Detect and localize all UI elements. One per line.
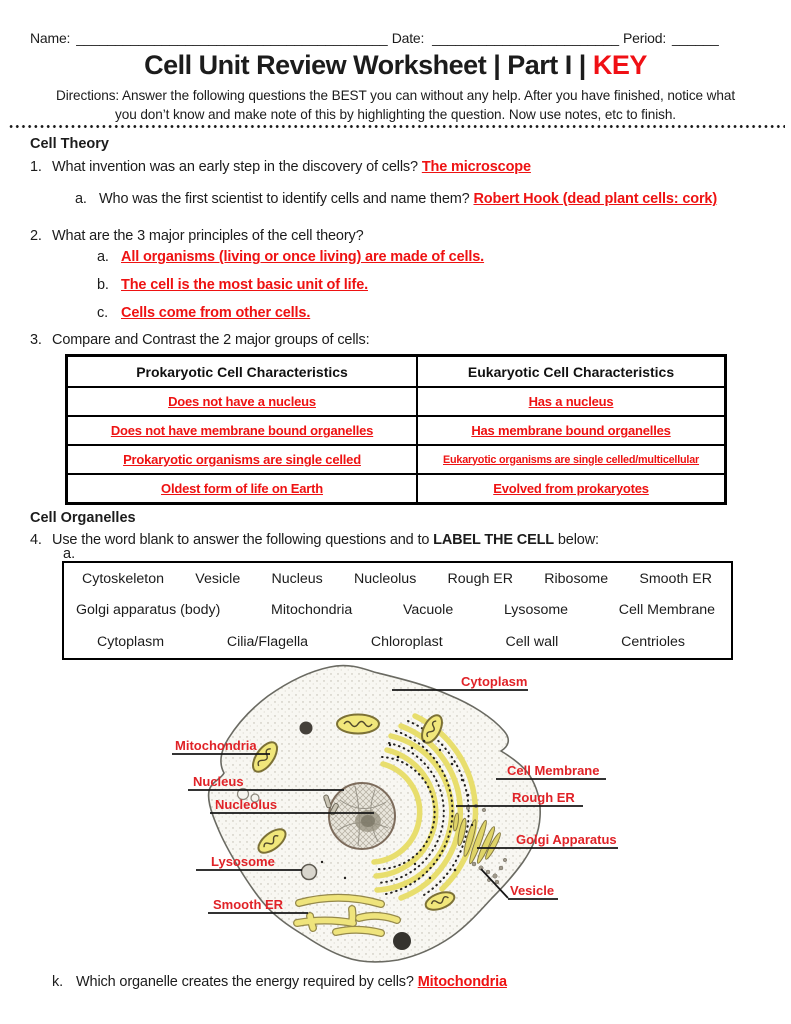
question-1a-text: Who was the first scientist to identify cells and name them? [99,191,474,207]
diagram-label-cytoplasm: Cytoplasm [461,674,528,689]
directions-line1: Directions: Answer the following questions the BEST you can without any help. After you have finished, notice what [55,88,735,103]
answer-b-letter: b. [97,277,109,293]
word-bank-term: Vacuole [403,602,454,619]
question-4-text-bold: LABEL THE CELL [433,532,555,548]
question-3 [30,332,369,348]
word-bank-box [62,561,733,660]
question-1a [75,191,717,207]
directions-line2: you don’t know and make note of this by highlighting the question. Now use notes, etc to finish. [115,107,676,122]
diagram-label-mitochondria: Mitochondria [175,738,257,753]
question-2 [30,228,364,244]
diagram-label-nucleolus: Nucleolus [215,797,278,812]
question-4a-letter: a. [63,546,76,562]
question-k [52,974,507,990]
page-title [0,50,791,81]
question-k-letter: k. [52,974,63,990]
question-4-text-post: below: [554,532,599,548]
question-2-text: What are the 3 major principles of the cell theory? [52,228,364,244]
answer-c-letter: c. [97,305,108,321]
question-3-number: 3. [30,332,42,348]
page-title-key: KEY [592,50,647,80]
page-title-main: Cell Unit Review Worksheet | Part I | [144,50,586,80]
word-bank-term: Chloroplast [370,634,443,651]
question-3-text: Compare and Contrast the 2 major groups of cells: [52,332,370,348]
header-fill-in-row [30,30,763,46]
diagram-label-lysosome: Lysosome [211,854,275,869]
table-cell: Has membrane bound organelles [417,416,725,445]
word-bank-term: Cytoplasm [97,634,165,651]
section-heading-cell-organelles: Cell Organelles [30,510,136,526]
question-1a-letter: a. [75,191,87,207]
answer-b-text: The cell is the most basic unit of life. [121,277,368,293]
diagram-label-vesicle: Vesicle [510,883,555,898]
table-cell: Does not have a nucleus [67,387,417,416]
labeled-cell-diagram [160,658,640,970]
dark-granule [393,932,411,950]
answer-a-letter: a. [97,249,109,265]
nucleus-structure [329,783,395,849]
section-heading-cell-theory: Cell Theory [30,136,109,152]
question-1-answer: The microscope [421,159,531,175]
dark-granule [300,722,313,735]
word-bank-term: Centrioles [621,634,685,651]
question-1-number: 1. [30,159,42,175]
dotted-separator [8,123,785,130]
cell-comparison-table [65,354,727,505]
lysosome-structure [302,865,317,880]
question-2-answer-a [97,249,484,265]
word-bank-row-3 [64,634,731,650]
table-cell: Oldest form of life on Earth [67,474,417,503]
word-bank-row-1 [64,571,731,587]
word-bank-term: Cilia/Flagella [226,634,309,651]
word-bank-term: Rough ER [447,570,514,587]
question-k-answer: Mitochondria [417,974,507,990]
question-1a-answer: Robert Hook (dead plant cells: cork) [473,191,718,207]
name-blank-line: ________________________________________ [76,30,388,46]
diagram-label-cell-membrane: Cell Membrane [507,763,600,778]
question-1 [30,159,531,175]
period-blank-line: ______ [672,30,719,46]
question-1-text: What invention was an early step in the discovery of cells? [52,159,422,175]
name-label: Name: [30,30,71,46]
word-bank-term: Golgi apparatus (body) [76,602,221,619]
word-bank-term: Nucleus [271,570,323,587]
word-bank-term: Nucleolus [353,570,417,587]
word-bank-term: Vesicle [195,570,241,587]
word-bank-term: Ribosome [544,570,609,587]
question-4-text-pre: Use the word blank to answer the following questions and to [52,532,434,548]
question-2-number: 2. [30,228,42,244]
diagram-label-smooth-er: Smooth ER [213,897,284,912]
table-header-eukaryotic: Eukaryotic Cell Characteristics [417,356,725,387]
diagram-label-nucleus: Nucleus [193,774,244,789]
word-bank-term: Cell Membrane [618,602,715,619]
diagram-label-golgi-apparatus: Golgi Apparatus [516,832,617,847]
directions-text [25,86,766,124]
date-blank-line: ________________________ [432,30,620,46]
answer-a-text: All organisms (living or once living) are made of cells. [121,249,485,265]
table-header-prokaryotic: Prokaryotic Cell Characteristics [67,356,417,387]
question-2-answer-c [97,305,310,321]
word-bank-term: Cytoskeleton [82,570,165,587]
question-4 [30,532,599,548]
question-k-text: Which organelle creates the energy required by cells? [76,974,418,990]
table-cell: Does not have membrane bound organelles [67,416,417,445]
table-cell: Eukaryotic organisms are single celled/multicellular [417,445,725,474]
question-2-answer-b [97,277,368,293]
word-bank-term: Smooth ER [639,570,712,587]
question-4-number: 4. [30,532,42,548]
word-bank-row-2 [64,602,731,618]
table-cell: Has a nucleus [417,387,725,416]
word-bank-term: Mitochondria [271,602,353,619]
word-bank-term: Lysosome [503,602,569,619]
diagram-label-rough-er: Rough ER [512,790,575,805]
word-bank-term: Cell wall [505,634,559,651]
date-label: Date: [391,30,425,46]
answer-c-text: Cells come from other cells. [121,305,311,321]
table-cell: Prokaryotic organisms are single celled [67,445,417,474]
table-cell: Evolved from prokaryotes [417,474,725,503]
period-label: Period: [623,30,667,46]
